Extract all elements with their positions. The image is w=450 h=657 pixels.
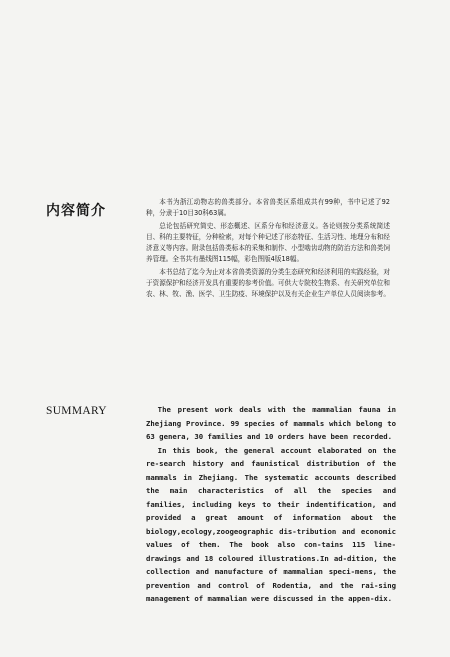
chinese-summary-paragraph-1: 本书为浙江动物志的兽类部分。本省兽类区系组成共有99种，书中记述了92种，分隶于10目30科63属。 bbox=[146, 198, 390, 218]
chinese-summary-paragraph-2: 总论包括研究简史、形态概述、区系分布和经济意义。各论则按分类系统简述目、科的主要特征，分种检索，对每个种记述了形态特征、生活习性、地理分布和经济意义等内容。附录包括兽类标本的采集和制作、小型啮齿动物的防治方法和兽类饲养管理。全书共有墨线图115幅，彩色图版4版18幅。 bbox=[146, 221, 390, 264]
english-summary-text bbox=[146, 403, 396, 606]
english-summary-paragraph-1: The present work deals with the mammalian fauna in Zhejiang Province. 99 species of mammals which belong to 63 genera, 30 families and 10 orders have been recorded. bbox=[146, 405, 396, 441]
english-summary-paragraph-2: In this book, the general account elaborated on the re-search history and faunistical distribution of the mammals in Zhejiang. The systematic accounts described the main characteristics of all the species and families, including keys to their indentification, and provided a great amount of information about the biology,ecology,zoogeographic dis-tribution and economic values of them. The book also con-tains 115 line-drawings and 18 coloured illustrations.In ad-dition, the collection and manufacture of mammalian speci-mens, the prevention and control of Rodentia, and the rai-sing management of mammalian were discussed in the appen-dix. bbox=[146, 445, 396, 603]
chinese-summary-paragraph-3: 本书总结了迄今为止对本省兽类资源的分类生态研究和经济利用的实践经验，对于资源保护和经济开发具有重要的参考价值。可供大专院校生物系、有关研究单位和农、林、牧、渔、医学、卫生防疫、环境保护以及有关企业生产单位人员阅读参考。 bbox=[146, 267, 390, 299]
english-summary-heading: SUMMARY bbox=[46, 405, 107, 417]
chinese-summary-heading: 内容简介 bbox=[46, 203, 106, 219]
chinese-summary-text bbox=[146, 197, 390, 302]
